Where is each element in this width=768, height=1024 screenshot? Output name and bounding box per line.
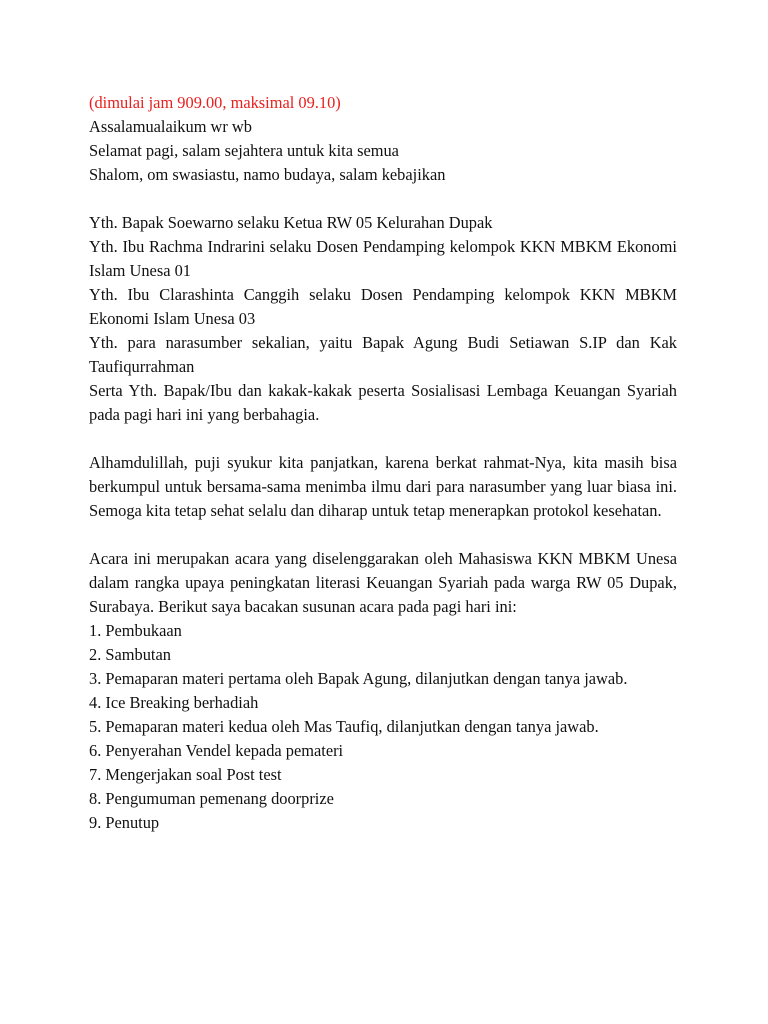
agenda-item: 7. Mengerjakan soal Post test	[89, 765, 282, 784]
agenda-item: 6. Penyerahan Vendel kepada pemateri	[89, 741, 344, 760]
timing-note: (dimulai jam 909.00, maksimal 09.10)	[89, 93, 341, 112]
agenda-item: 4. Ice Breaking berhadiah	[89, 693, 259, 712]
spacer	[89, 427, 677, 451]
agenda-item: 3. Pemaparan materi pertama oleh Bapak Agung, dilanjutkan dengan tanya jawab.	[89, 669, 628, 688]
spacer	[89, 187, 677, 211]
agenda-list	[89, 619, 677, 835]
greeting-line-2: Selamat pagi, salam sejahtera untuk kita semua	[89, 141, 399, 160]
spacer	[89, 523, 677, 547]
paragraph-gratitude: Alhamdulillah, puji syukur kita panjatkan, karena berkat rahmat-Nya, kita masih bisa berkumpul untuk bersama-sama menimba ilmu dari para narasumber yang luar biasa ini. Semoga kita tetap sehat selalu dan diharap untuk tetap menerapkan protokol kesehatan.	[89, 453, 677, 520]
addressee-4: Yth. para narasumber sekalian, yaitu Bapak Agung Budi Setiawan S.IP dan Kak Taufiqurrahman	[89, 333, 677, 376]
document-page	[89, 91, 677, 835]
addressee-1: Yth. Bapak Soewarno selaku Ketua RW 05 Kelurahan Dupak	[89, 213, 493, 232]
agenda-item: 8. Pengumuman pemenang doorprize	[89, 789, 334, 808]
addressee-2: Yth. Ibu Rachma Indrarini selaku Dosen Pendamping kelompok KKN MBKM Ekonomi Islam Unesa 01	[89, 237, 677, 280]
addressee-3: Yth. Ibu Clarashinta Canggih selaku Dosen Pendamping kelompok KKN MBKM Ekonomi Islam Unesa 03	[89, 285, 677, 328]
addressee-5: Serta Yth. Bapak/Ibu dan kakak-kakak peserta Sosialisasi Lembaga Keuangan Syariah pada pagi hari ini yang berbahagia.	[89, 381, 677, 424]
paragraph-intro: Acara ini merupakan acara yang diselenggarakan oleh Mahasiswa KKN MBKM Unesa dalam rangka upaya peningkatan literasi Keuangan Syariah pada warga RW 05 Dupak, Surabaya. Berikut saya bacakan susunan acara pada pagi hari ini:	[89, 549, 677, 616]
agenda-item: 5. Pemaparan materi kedua oleh Mas Taufiq, dilanjutkan dengan tanya jawab.	[89, 717, 599, 736]
agenda-item: 2. Sambutan	[89, 645, 171, 664]
agenda-item: 9. Penutup	[89, 813, 160, 832]
greeting-line-1: Assalamualaikum wr wb	[89, 117, 252, 136]
agenda-item: 1. Pembukaan	[89, 621, 182, 640]
greeting-line-3: Shalom, om swasiastu, namo budaya, salam kebajikan	[89, 165, 446, 184]
